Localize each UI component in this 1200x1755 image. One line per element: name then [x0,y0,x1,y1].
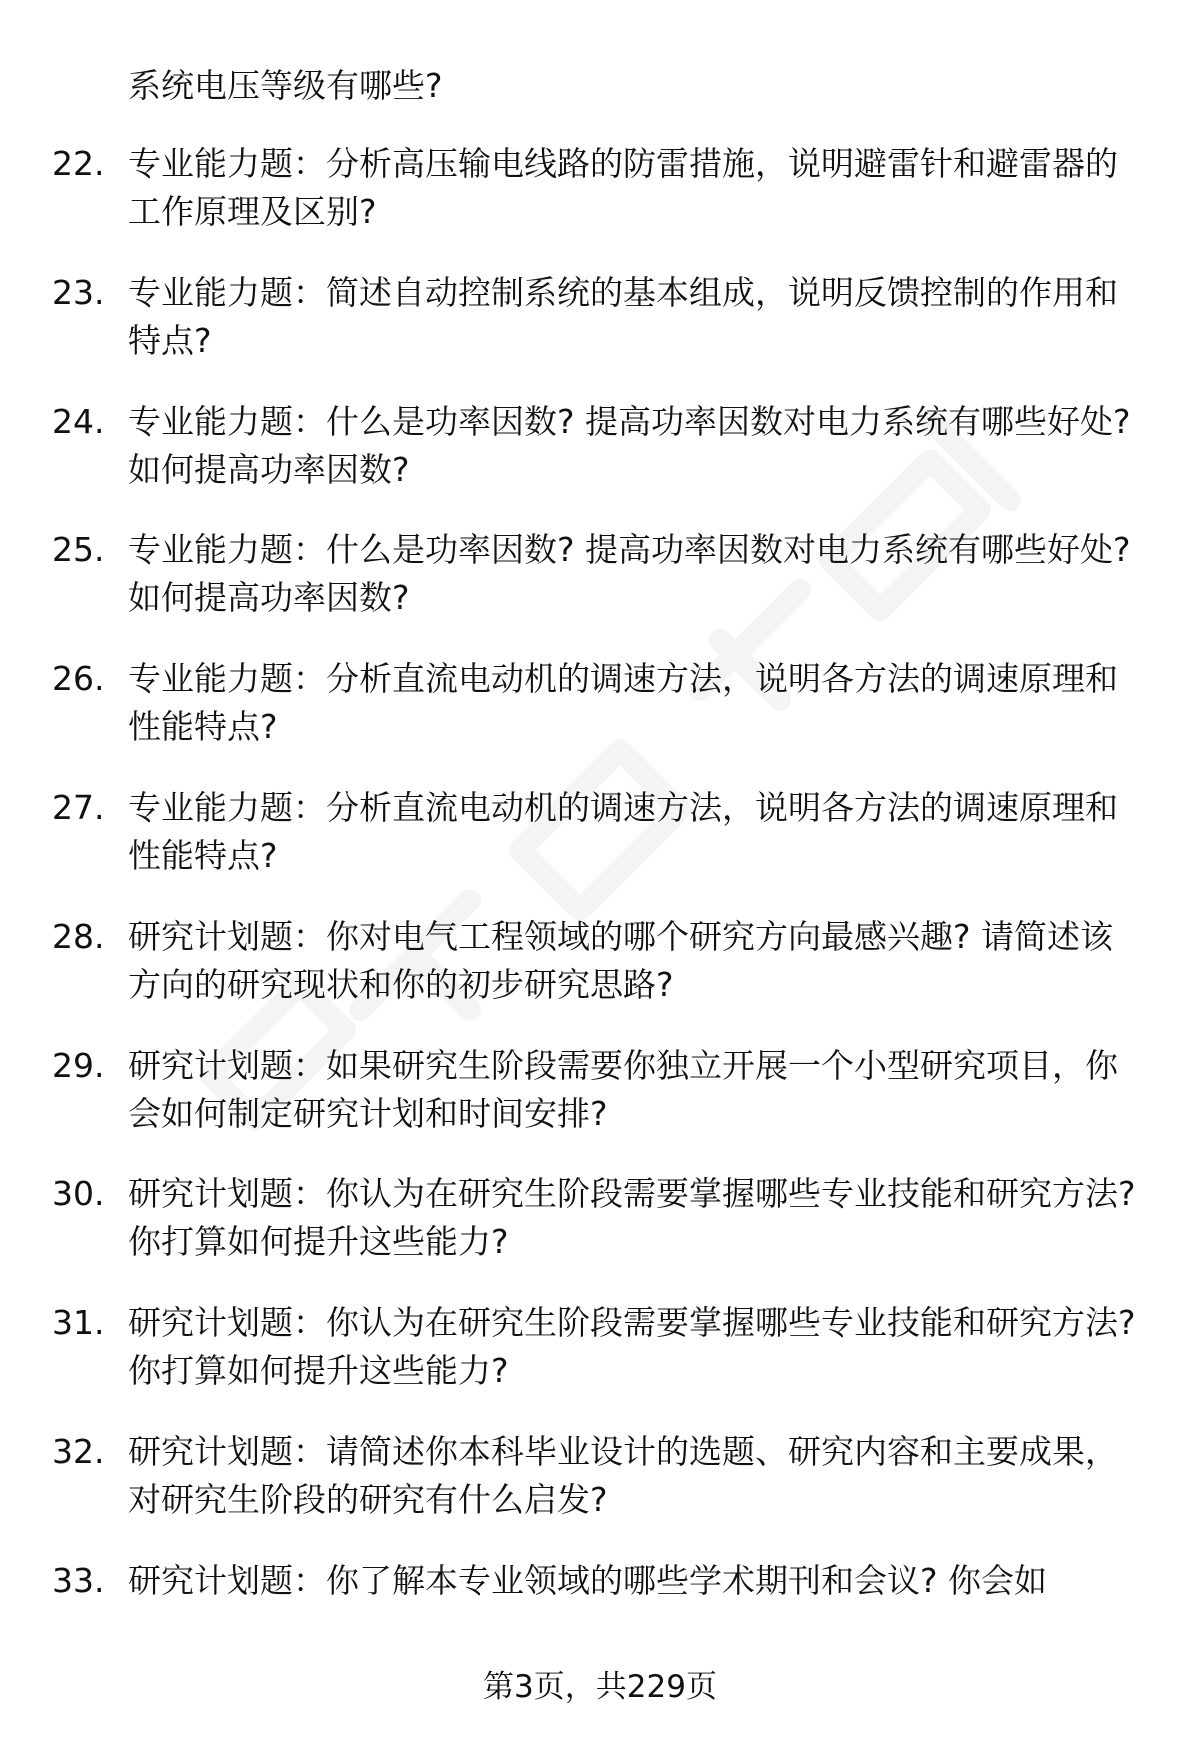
question-number: 28. [52,916,105,956]
question-text: 专业能力题：分析高压输电线路的防雷措施，说明避雷针和避雷器的工作原理及区别? [128,144,1118,231]
question-number: 30. [52,1174,105,1214]
question-number: 27. [52,787,105,827]
question-number: 29. [52,1045,105,1085]
question-text: 研究计划题：你了解本专业领域的哪些学术期刊和会议? 你会如 [128,1560,1048,1600]
question-number: 22. [52,144,105,183]
list-item [0,1170,1200,1299]
question-text: 研究计划题：你认为在研究生阶段需要掌握哪些专业技能和研究方法? 你打算如何提升这些能力? [128,1174,1136,1262]
list-item [0,1428,1200,1557]
list-item [0,526,1200,655]
question-number: 25. [52,530,105,570]
list-item [0,655,1200,784]
question-text: 专业能力题：分析直流电动机的调速方法，说明各方法的调速原理和性能特点? [128,659,1118,747]
question-number: 23. [52,272,105,312]
list-item [0,398,1200,527]
question-text: 专业能力题：简述自动控制系统的基本组成，说明反馈控制的作用和特点? [128,272,1118,360]
question-text: 专业能力题：分析直流电动机的调速方法，说明各方法的调速原理和性能特点? [128,787,1118,875]
list-item [0,913,1200,1042]
question-text: 研究计划题：请简述你本科毕业设计的选题、研究内容和主要成果，对研究生阶段的研究有什么启发? [128,1431,1118,1519]
question-number: 32. [52,1431,105,1471]
question-list [0,140,1200,1686]
question-number: 33. [52,1560,105,1600]
question-number: 24. [52,401,105,441]
question-text: 研究计划题：如果研究生阶段需要你独立开展一个小型研究项目，你会如何制定研究计划和时间安排? [128,1045,1118,1133]
page-footer: 第3页，共229页 [483,1669,717,1705]
question-number: 31. [52,1303,105,1343]
question-text: 研究计划题：你对电气工程领域的哪个研究方向最感兴趣? 请简述该方向的研究现状和你的初步研究思路? [128,916,1114,1004]
list-item [0,1299,1200,1428]
question-text: 专业能力题：什么是功率因数? 提高功率因数对电力系统有哪些好处? 如何提高功率因数? [128,401,1131,489]
question-text: 专业能力题：什么是功率因数? 提高功率因数对电力系统有哪些好处? 如何提高功率因数? [128,530,1131,618]
question-text: 研究计划题：你认为在研究生阶段需要掌握哪些专业技能和研究方法? 你打算如何提升这些能力? [128,1303,1136,1391]
list-item [0,269,1200,398]
list-item [0,784,1200,913]
list-item [0,140,1200,269]
list-item [0,1042,1200,1171]
continuation-line: 系统电压等级有哪些? [128,66,443,105]
question-number: 26. [52,659,105,699]
